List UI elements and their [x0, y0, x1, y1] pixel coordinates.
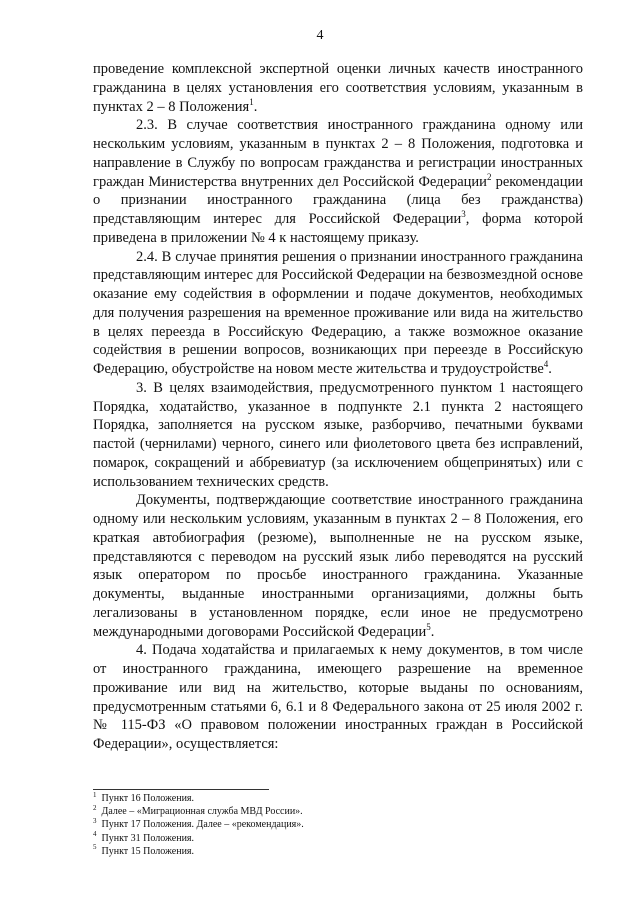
footnote-divider	[93, 789, 269, 790]
footnote: $^5$ Пункт 15 Положения.	[93, 843, 195, 857]
paragraph: 4. Подача ходатайства и прилагаемых к нему документов, в том числе от иностранного гражданина, имеющего разрешение на временное проживание или вид на жительство, которые выданы по основаниям, предусмотренным статьями 6, 6.1 и 8 Федерального закона от 25 июля 2002 г. № 115-ФЗ «О правовом положении иностранных граждан в Российской Федерации», осуществляется:	[93, 642, 583, 752]
footnote: $^2$ Далее – «Миграционная служба МВД России».	[93, 803, 303, 818]
paragraph: 2.3. В случае соответствия иностранного гражданина одному или нескольким условиям, указанным в пунктах 2 – 8 Положения, подготовка и направление в Службу по вопросам гражданства и регистрации иностранных граждан Министерства внутренних дел Российской Федерации$^2$ рекомендации о признании иностранного гражданина (лица без гражданства) представляющим интерес для Российской Федерации$^3$, форма которой приведена в приложении № 4 к настоящему приказу.	[93, 117, 583, 246]
footnotes	[93, 792, 593, 858]
footnote: $^3$ Пункт 17 Положения. Далее – «рекомендация».	[93, 817, 304, 831]
footnote-ref: 3	[461, 209, 466, 220]
page-number: 4	[316, 28, 324, 43]
paragraph: 3. В целях взаимодействия, предусмотренного пунктом 1 настоящего Порядка, ходатайство, указанное в подпункте 2.1 пункта 2 настоящего Порядка, заполняется на русском языке, разборчиво, печатными буквами пастой (чернилами) черного, синего или фиолетового цвета без исправлений, помарок, сокращений и аббревиатур (за исключением общепринятых) или с использованием технических средств.	[93, 379, 583, 490]
footnote: $^4$ Пункт 31 Положения.	[93, 830, 195, 844]
paragraph: 2.4. В случае принятия решения о признании иностранного гражданина представляющим интерес для Российской Федерации на безвозмездной основе оказание ему содействия в оформлении и подаче документов, необходимых для получения разрешения на временное проживание или вида на жительство в целях переезда в Российскую Федерацию, а также возможное оказание содействия в решении вопросов, возникающих при переезде в Российскую Федерацию, обустройстве на новом месте жительства и трудоустройстве$^4$.	[93, 248, 583, 377]
footnote-ref: 1	[249, 96, 254, 107]
paragraph: Документы, подтверждающие соответствие иностранного гражданина одному или нескольким условиям, указанным в пунктах 2 – 8 Положения, его краткая автобиография (резюме), выполненные не на русском языке, представляются с переводом на русский язык либо переводятся на русский язык оператором по просьбе иностранного гражданина. Указанные документы, выданные иностранными организациями, должны быть легализованы в установленном порядке, если иное не предусмотрено международными договорами Российской Федерации$^5$.	[93, 492, 583, 640]
footnote-ref: 5	[426, 621, 431, 632]
body-text	[93, 60, 583, 754]
footnote-ref: 4	[543, 359, 549, 370]
footnote-ref: 2	[486, 171, 492, 182]
paragraph: проведение комплексной экспертной оценки личных качеств иностранного гражданина в целях установления его соответствия условиям, указанным в пунктах 2 – 8 Положения$^1$.	[93, 61, 583, 115]
footnote: $^1$ Пункт 16 Положения.	[93, 790, 195, 804]
